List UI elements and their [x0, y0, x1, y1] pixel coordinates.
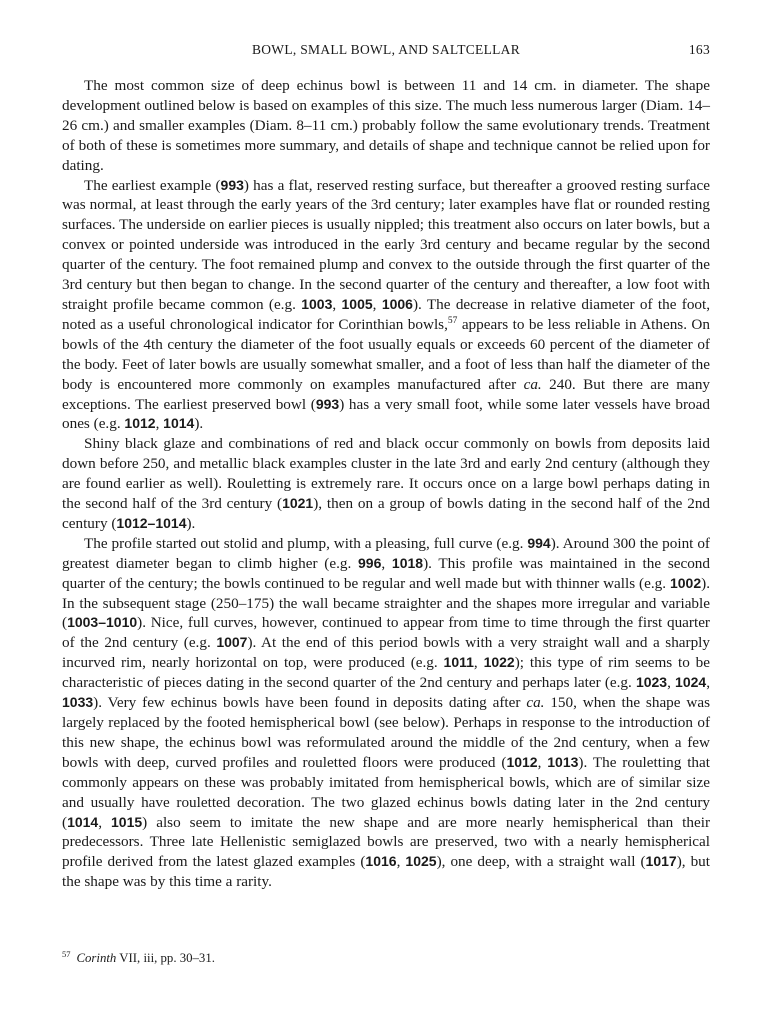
- footnote-number: 57: [62, 948, 71, 959]
- text-run: ), but the shape was by this time a rarity.: [62, 853, 710, 891]
- text-run: ).: [194, 415, 204, 433]
- footnote-source: Corinth: [76, 951, 117, 965]
- running-head: [62, 42, 710, 64]
- catalog-number: 1017: [645, 853, 677, 870]
- catalog-number: 1006: [381, 295, 413, 312]
- catalog-number: 1023: [635, 674, 668, 691]
- text-run: ).: [186, 514, 196, 532]
- paragraph: [62, 76, 710, 176]
- catalog-number: 1021: [282, 495, 314, 512]
- text-run: ,: [372, 295, 382, 313]
- catalog-number: 1018: [391, 554, 424, 571]
- page: [62, 42, 710, 892]
- text-run: 240. But there are many exceptions. The earliest preserved bowl (: [62, 375, 711, 413]
- catalog-number: 1022: [483, 654, 515, 671]
- text-run: The profile started out stolid and plump, with a pleasing, full curve (e.g.: [84, 534, 528, 552]
- catalog-number: 1033: [62, 694, 94, 711]
- text-run: ). Around 300 the point of greatest diameter began to climb higher (e.g.: [62, 534, 710, 572]
- text-run: The most common size of deep echinus bowl is between 11 and 14 cm. in diameter. The shape development outlined below is based on examples of this size. The much less numerous larger (Diam. 14–26 cm.) and smaller examples (Diam. 8–11 cm.) probably follow the same evolutionary trends. Treatment of both of these is sometimes more summary, and details of shape and technique cannot be relied upon for dating.: [62, 77, 710, 174]
- paragraph: [62, 176, 710, 435]
- catalog-number: 993: [220, 176, 244, 193]
- text-run: ), one deep, with a straight wall (: [436, 853, 646, 871]
- text-run: ). At the end of this period bowls with a very straight wall and a sharply incurved rim, nearly horizontal on top, were produced (e.g.: [62, 634, 710, 672]
- catalog-number: 1015: [111, 813, 143, 830]
- catalog-number: 1007: [216, 634, 248, 651]
- text-run: ,: [155, 415, 164, 433]
- catalog-number: 993: [315, 395, 340, 412]
- page-number: 163: [688, 42, 710, 57]
- text-run: ,: [473, 654, 484, 672]
- running-title: BOWL, SMALL BOWL, AND SALTCELLAR: [251, 42, 521, 57]
- text-run: ) has a very small foot, while some later vessels have broad ones (e.g.: [62, 395, 710, 433]
- catalog-number: 1003: [301, 295, 333, 312]
- catalog-number: 1025: [405, 853, 437, 870]
- footnote-reference: VII, iii, pp. 30–31.: [116, 951, 215, 965]
- catalog-number: 1002: [669, 574, 702, 591]
- text-run: ,: [667, 674, 676, 692]
- text-run: ). Nice, full curves, however, continued to appear from time to time through the first quarter of the 2nd century (e.g.: [62, 614, 710, 652]
- italic-term: ca.: [526, 694, 545, 712]
- catalog-number: 1012: [506, 753, 538, 770]
- text-run: ) has a flat, reserved resting surface, but thereafter a grooved resting surface was normal, at least through the early years of the 3rd century; later examples have flat or rounded resting surfaces. The underside on earlier pieces is usually nippled; this treatment also occurs on later bowls, but a convex or pointed underside was introduced in the early 3rd century and became regular by the second quarter of the century. The foot remained plump and convex to the outside through the first quarter of the 3rd century but then began to change. In the second quarter of the century and thereafter, a low foot with straight profile became common (e.g.: [62, 176, 710, 313]
- italic-term: ca.: [523, 375, 542, 393]
- text-run: ,: [396, 853, 406, 871]
- text-run: ); this type of rim seems to be characteristic of pieces dating in the second quarter of the 2nd century and perhaps later (e.g.: [62, 654, 711, 692]
- catalog-number: 1011: [443, 654, 474, 671]
- text-run: ). The rouletting that commonly appears on these was probably imitated from hemispherical bowls, which are of similar size and usually have rouletted decoration. The two glazed echinus bowls dating later in the 2nd century (: [62, 753, 710, 831]
- text-run: appears to be less reliable in Athens. On bowls of the 4th century the diameter of the foot usually equals or exceeds 60 percent of the diameter of the body. Feet of later bowls are usually somewhat smaller, and a foot of less than half the diameter of the body is encountered more commonly on examples manufactured after: [62, 315, 710, 393]
- body-text: [62, 76, 710, 892]
- text-run: ,: [706, 674, 710, 692]
- text-run: ) also seem to imitate the new shape and are more nearly hemispherical than their predecessors. Three late Hellenistic semiglazed bowls are preserved, two with a nearly hemispherical profile derived from the latest glazed examples (: [62, 813, 711, 871]
- catalog-number: 1012–1014: [116, 514, 187, 531]
- catalog-number: 1024: [675, 674, 707, 691]
- catalog-number: 1016: [365, 853, 397, 870]
- text-run: ), then on a group of bowls dating in the second half of the 2nd century (: [62, 495, 711, 532]
- text-run: ,: [537, 753, 548, 771]
- text-run: The earliest example (: [84, 176, 221, 194]
- footnote: [62, 950, 215, 966]
- catalog-number: 1005: [341, 295, 373, 312]
- catalog-number: 996: [358, 554, 382, 571]
- text-run: ). The decrease in relative diameter of the foot, noted as a useful chronological indicator for Corinthian bowls,: [62, 295, 711, 333]
- text-run: ,: [381, 554, 392, 572]
- text-run: ). In the subsequent stage (250–175) the wall became straighter and the shapes more irregular and variable (: [62, 574, 710, 632]
- text-run: ,: [332, 295, 342, 313]
- catalog-number: 994: [527, 534, 551, 551]
- text-run: 150, when the shape was largely replaced by the footed hemispherical bowl (see below). Perhaps in response to the introduction of this new shape, the echinus bowl was reformulated around the middle of the 2nd century, when a few bowls with deep, curved profiles and rouletted floors were produced (: [62, 694, 710, 771]
- text-run: ,: [98, 813, 112, 831]
- paragraph: [62, 434, 710, 534]
- catalog-number: 1012: [124, 415, 156, 432]
- catalog-number: 1014: [67, 813, 99, 830]
- catalog-number: 1014: [163, 415, 195, 432]
- catalog-number: 1013: [547, 753, 579, 770]
- catalog-number: 1003–1010: [67, 614, 138, 631]
- paragraph: [62, 534, 710, 892]
- footnote-marker: 57: [447, 315, 458, 326]
- text-run: ). Very few echinus bowls have been found in deposits dating after: [93, 694, 527, 712]
- text-run: Shiny black glaze and combinations of red and black occur commonly on bowls from deposits laid down before 250, and metallic black examples cluster in the late 3rd and early 2nd century (although they are found earlier as well). Rouletting is extremely rare. It occurs once on a large bowl perhaps dating in the second half of the 3rd century (: [62, 435, 710, 513]
- text-run: ). This profile was maintained in the second quarter of the century; the bowls continued to be regular and well made but with thinner walls (e.g.: [62, 554, 710, 592]
